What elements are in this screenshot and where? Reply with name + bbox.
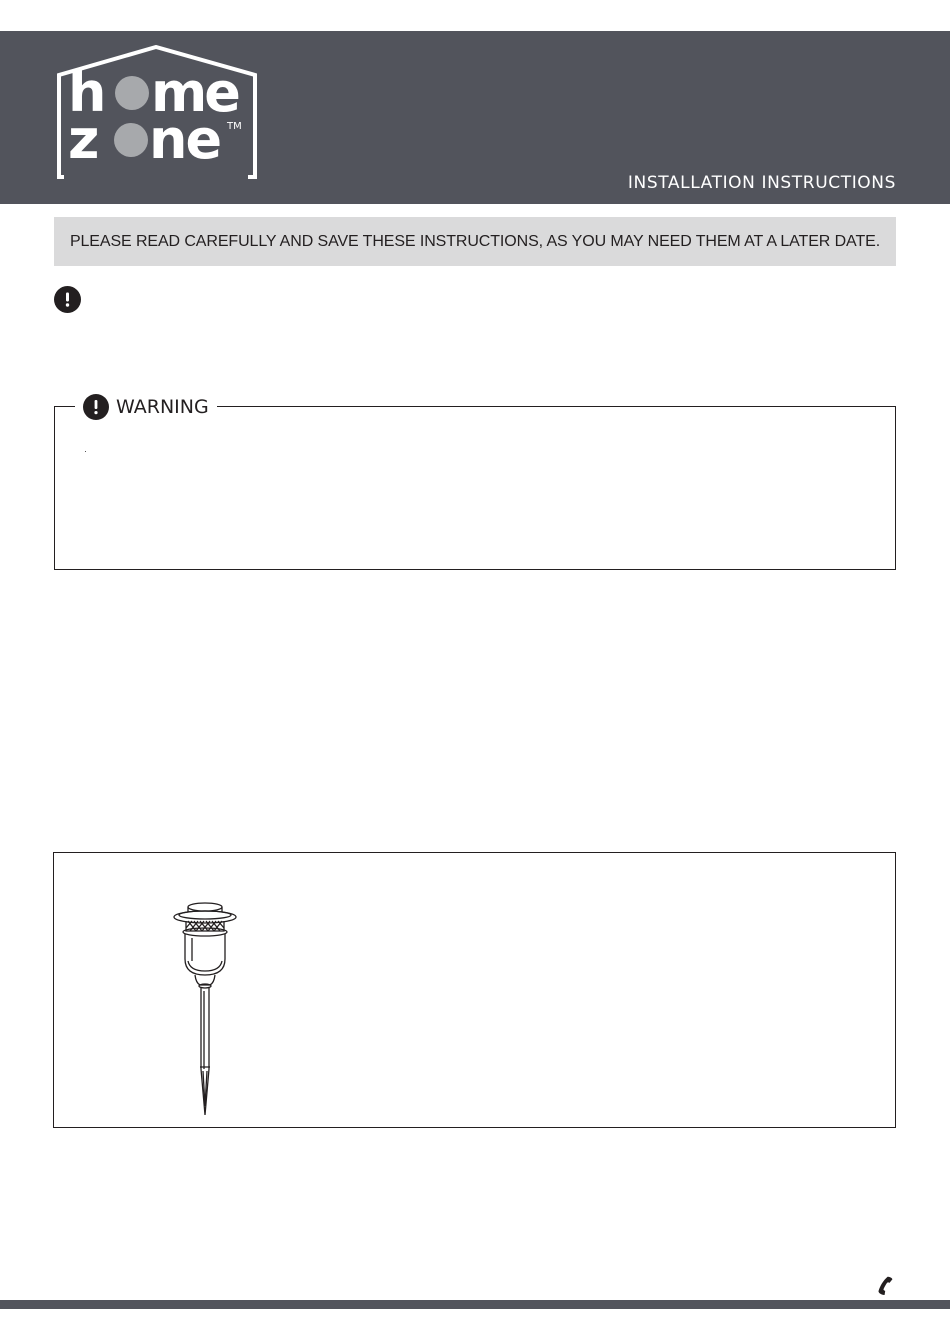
home-zone-logo <box>52 45 262 190</box>
svg-text:me: me <box>151 61 238 124</box>
warning-label: WARNING <box>116 396 209 418</box>
warning-box <box>54 396 896 570</box>
page-title: INSTALLATION INSTRUCTIONS <box>627 173 896 193</box>
notice-text: PLEASE READ CAREFULLY AND SAVE THESE INSTRUCTIONS, AS YOU MAY NEED THEM AT A LATER DATE. <box>69 232 881 250</box>
svg-text:TM: TM <box>227 121 242 132</box>
notice-banner <box>54 217 896 266</box>
phone-icon <box>874 1274 896 1296</box>
svg-text:h: h <box>68 61 105 124</box>
solar-stake-light-illustration <box>170 901 240 1119</box>
svg-text:ne: ne <box>149 108 221 171</box>
warning-heading <box>75 394 217 420</box>
exclamation-circle-icon <box>83 394 109 420</box>
svg-text:z: z <box>68 108 100 171</box>
product-box <box>53 852 896 1128</box>
header-bar <box>0 31 950 204</box>
footer-bar <box>0 1300 950 1309</box>
exclamation-circle-icon <box>54 286 81 313</box>
warning-body <box>85 451 86 452</box>
